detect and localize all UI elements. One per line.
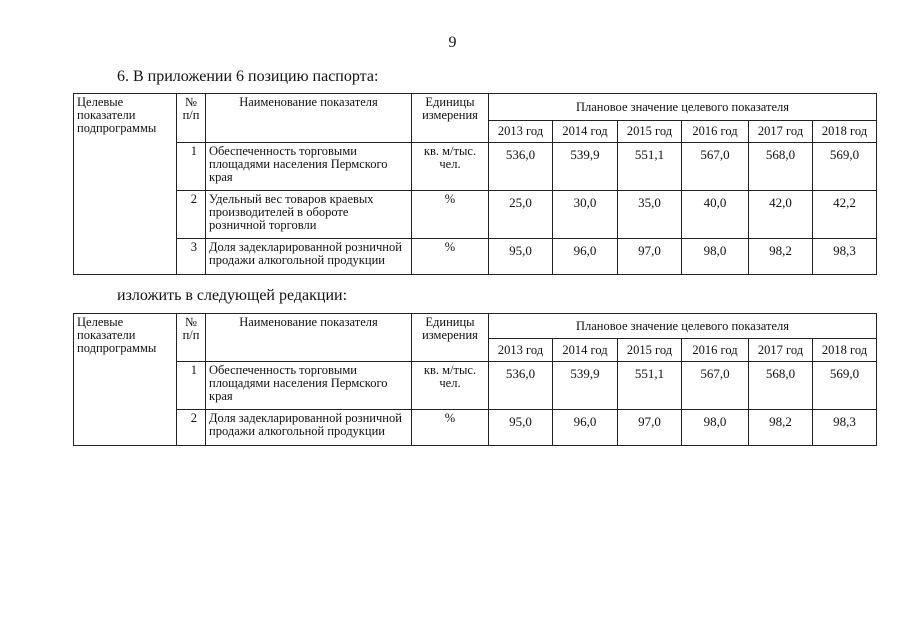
value-cell: 569,0 xyxy=(813,362,877,410)
year-header: 2014 год xyxy=(553,339,618,362)
table-row xyxy=(74,191,877,239)
value-cell: 98,0 xyxy=(682,239,749,275)
value-cell: 98,2 xyxy=(749,239,813,275)
value-cell: 98,3 xyxy=(813,410,877,446)
continue-text: изложить в следующей редакции: xyxy=(117,287,348,304)
year-header: 2017 год xyxy=(749,121,813,143)
planned-value-header: Плановое значение целевого показателя xyxy=(489,94,877,121)
table-row xyxy=(74,410,877,446)
value-cell: 568,0 xyxy=(749,143,813,191)
value-cell: 551,1 xyxy=(618,362,682,410)
value-cell: 96,0 xyxy=(553,239,618,275)
row-number: 2 xyxy=(177,191,206,239)
table-row xyxy=(74,239,877,275)
value-cell: 25,0 xyxy=(489,191,553,239)
unit: кв. м/тыс. чел. xyxy=(412,362,489,410)
value-cell: 536,0 xyxy=(489,143,553,191)
units-header: Единицы измерения xyxy=(412,314,489,362)
value-cell: 95,0 xyxy=(489,239,553,275)
indicator-name: Обеспеченность торговыми площадями населения Пермского края xyxy=(206,362,412,410)
year-header: 2016 год xyxy=(682,339,749,362)
value-cell: 536,0 xyxy=(489,362,553,410)
indicator-name: Доля задекларированной розничной продажи алкогольной продукции xyxy=(206,239,412,275)
value-cell: 551,1 xyxy=(618,143,682,191)
indicator-name: Удельный вес товаров краевых производителей в обороте розничной торговли xyxy=(206,191,412,239)
intro-text: 6. В приложении 6 позицию паспорта: xyxy=(117,68,379,85)
row-number: 1 xyxy=(177,143,206,191)
target-indicators-header: Целевые показатели подпрограммы xyxy=(74,94,177,275)
value-cell: 42,2 xyxy=(813,191,877,239)
indicator-name-header: Наименование показателя xyxy=(206,314,412,362)
year-header: 2016 год xyxy=(682,121,749,143)
value-cell: 98,3 xyxy=(813,239,877,275)
year-header: 2015 год xyxy=(618,121,682,143)
year-header: 2018 год xyxy=(813,121,877,143)
row-number: 1 xyxy=(177,362,206,410)
value-cell: 98,0 xyxy=(682,410,749,446)
planned-value-header: Плановое значение целевого показателя xyxy=(489,314,877,339)
value-cell: 30,0 xyxy=(553,191,618,239)
year-header: 2013 год xyxy=(489,339,553,362)
value-cell: 97,0 xyxy=(618,410,682,446)
unit: % xyxy=(412,239,489,275)
indicators-table-original xyxy=(73,93,877,275)
unit: кв. м/тыс. чел. xyxy=(412,143,489,191)
indicator-name: Обеспеченность торговыми площадями населения Пермского края xyxy=(206,143,412,191)
value-cell: 539,9 xyxy=(553,143,618,191)
units-header: Единицы измерения xyxy=(412,94,489,143)
page-number: 9 xyxy=(448,34,457,51)
value-cell: 569,0 xyxy=(813,143,877,191)
row-number: 2 xyxy=(177,410,206,446)
year-header: 2014 год xyxy=(553,121,618,143)
value-cell: 40,0 xyxy=(682,191,749,239)
value-cell: 97,0 xyxy=(618,239,682,275)
table-row xyxy=(74,362,877,410)
value-cell: 42,0 xyxy=(749,191,813,239)
value-cell: 96,0 xyxy=(553,410,618,446)
value-cell: 567,0 xyxy=(682,362,749,410)
indicator-name-header: Наименование показателя xyxy=(206,94,412,143)
value-cell: 568,0 xyxy=(749,362,813,410)
unit: % xyxy=(412,410,489,446)
year-header: 2018 год xyxy=(813,339,877,362)
value-cell: 98,2 xyxy=(749,410,813,446)
indicator-name: Доля задекларированной розничной продажи алкогольной продукции xyxy=(206,410,412,446)
row-number: 3 xyxy=(177,239,206,275)
value-cell: 539,9 xyxy=(553,362,618,410)
value-cell: 95,0 xyxy=(489,410,553,446)
value-cell: 567,0 xyxy=(682,143,749,191)
year-header: 2017 год xyxy=(749,339,813,362)
year-header: 2013 год xyxy=(489,121,553,143)
num-header: № п/п xyxy=(177,94,206,143)
year-header: 2015 год xyxy=(618,339,682,362)
unit: % xyxy=(412,191,489,239)
value-cell: 35,0 xyxy=(618,191,682,239)
target-indicators-header: Целевые показатели подпрограммы xyxy=(74,314,177,446)
num-header: № п/п xyxy=(177,314,206,362)
indicators-table-revised xyxy=(73,313,877,446)
table-row xyxy=(74,143,877,191)
